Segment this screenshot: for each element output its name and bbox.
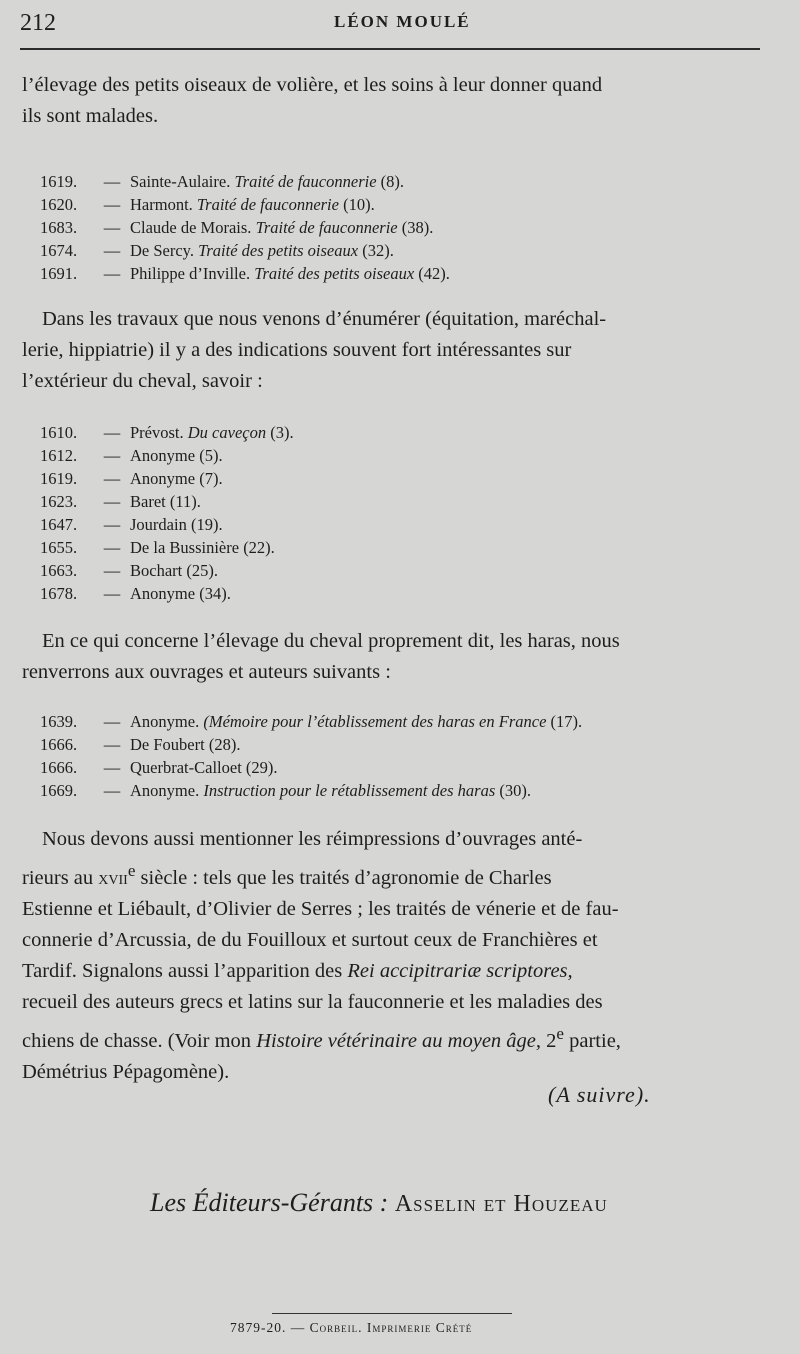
bibliography-entry: 1683. — Claude de Morais. Traité de fauconnerie (38). (40, 218, 434, 237)
text-line: renverrons aux ouvrages et auteurs suivants : (22, 661, 391, 683)
text-line: Estienne et Liébault, d’Olivier de Serres ; les traités de vénerie et de fau- (22, 897, 619, 920)
bibliography-list-fauconnerie (40, 170, 450, 285)
text-line: En ce qui concerne l’élevage du cheval proprement dit, les haras, nous (42, 630, 620, 652)
bibliography-entry: 1691. — Philippe d’Inville. Traité des petits oiseaux (42). (40, 264, 450, 283)
bibliography-entry: 1666. — Querbrat-Calloet (29). (40, 758, 278, 777)
bibliography-entry: 1623. — Baret (11). (40, 492, 201, 511)
book-title: Histoire vétérinaire au moyen âge, (256, 1029, 542, 1052)
text-line: connerie d’Arcussia, de du Fouilloux et surtout ceux de Franchières et (22, 928, 598, 951)
century-numeral: xvii (98, 866, 128, 889)
running-head: LÉON MOULÉ (334, 12, 471, 31)
bibliography-entry: 1619. — Sainte-Aulaire. Traité de fauconnerie (8). (40, 172, 405, 191)
publishers-names: Asselin et Houzeau (394, 1191, 608, 1217)
text-line: chiens de chasse. (Voir mon Histoire vétérinaire au moyen âge, 2e partie, (22, 1023, 621, 1052)
bibliography-entry: 1612. — Anonyme (5). (40, 446, 223, 465)
bibliography-entry: 1674. — De Sercy. Traité des petits oiseaux (32). (40, 241, 394, 260)
bibliography-list-exterieur (40, 421, 294, 605)
paragraph-exterieur (22, 304, 770, 397)
header-rule (20, 48, 760, 50)
bibliography-entry: 1610. — Prévost. Du caveçon (3). (40, 423, 294, 442)
bibliography-entry: 1647. — Jourdain (19). (40, 515, 223, 534)
paragraph-haras (22, 626, 770, 688)
bibliography-entry: 1666. — De Foubert (28). (40, 735, 241, 754)
text-line: l’élevage des petits oiseaux de volière, et les soins à leur donner quand (22, 74, 603, 96)
text-line: recueil des auteurs grecs et latins sur la fauconnerie et les maladies des (22, 990, 603, 1013)
page-number: 212 (20, 10, 56, 36)
publishers-label: Les Éditeurs-Gérants : (150, 1188, 389, 1217)
text-line: lerie, hippiatrie) il y a des indications souvent fort intéressantes sur (22, 339, 572, 361)
paragraph-reimpressions (22, 824, 770, 1088)
text-line: Tardif. Signalons aussi l’apparition des Rei accipitrariæ scriptores, (22, 959, 573, 982)
text-line: l’extérieur du cheval, savoir : (22, 370, 263, 392)
text-line: rieurs au xvii$^e$ siècle : tels que les traités d’agronomie de Charles (22, 861, 552, 889)
bibliography-entry: 1639. — Anonyme. (Mémoire pour l’établissement des haras en France (17). (40, 712, 583, 731)
text-line: ils sont malades. (22, 105, 159, 127)
text-line: Nous devons aussi mentionner les réimpressions d’ouvrages anté- (42, 828, 583, 850)
paragraph-oiseaux (22, 70, 770, 132)
bibliography-list-haras (40, 710, 582, 802)
footer-rule (272, 1313, 512, 1314)
bibliography-entry: 1669. — Anonyme. Instruction pour le rétablissement des haras (30). (40, 781, 532, 800)
book-title: Rei accipitrariæ scriptores, (347, 959, 573, 982)
bibliography-entry: 1655. — De la Bussinière (22). (40, 538, 275, 557)
bibliography-entry: 1620. — Harmont. Traité de fauconnerie (10). (40, 195, 375, 214)
text-line: Démétrius Pépagomène). (22, 1060, 230, 1083)
publishers-line (150, 1188, 608, 1218)
to-be-continued: (A suivre). (548, 1082, 651, 1107)
text-line: Dans les travaux que nous venons d’énumérer (équitation, maréchal- (42, 308, 607, 330)
bibliography-entry: 1663. — Bochart (25). (40, 561, 218, 580)
bibliography-entry: 1678. — Anonyme (34). (40, 584, 231, 603)
bibliography-entry: 1619. — Anonyme (7). (40, 469, 223, 488)
printer-imprint: 7879-20. — Corbeil. Imprimerie Crété (230, 1320, 473, 1335)
page-header (18, 6, 760, 46)
